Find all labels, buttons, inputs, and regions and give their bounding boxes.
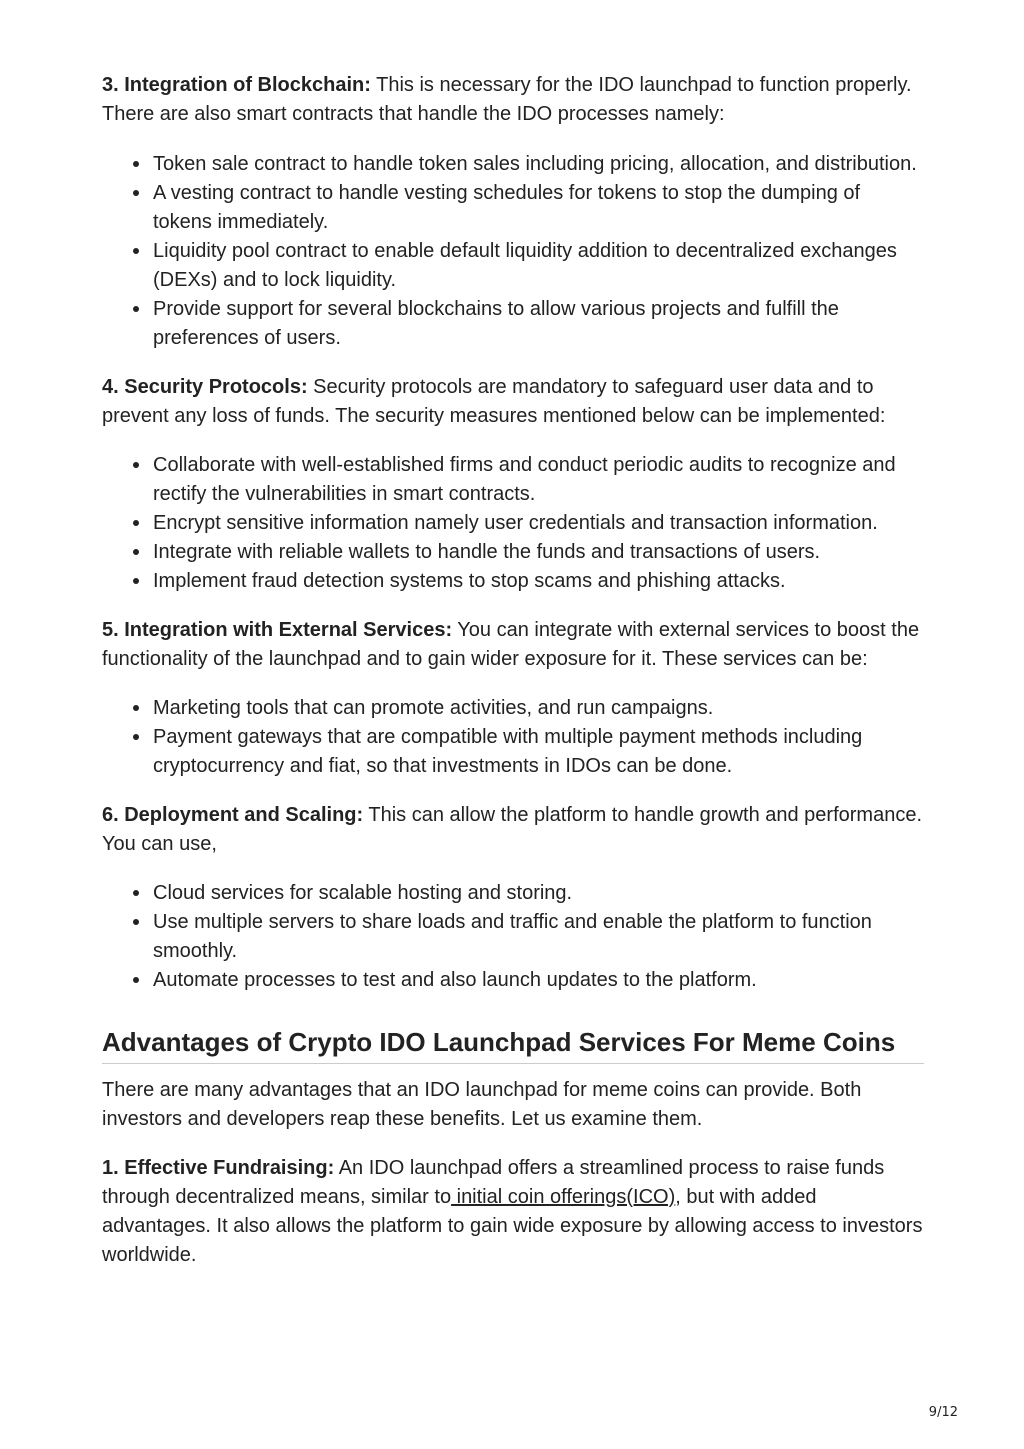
security-intro: Security protocols are mandatory to safeguard user data and to prevent any loss of funds. The security measures mentioned below can be implemented: xyxy=(102,376,886,427)
bullet-icon xyxy=(133,890,139,896)
bullet-icon xyxy=(133,705,139,711)
external-intro: You can integrate with external services to boost the functionality of the launchpad and to gain wider exposure for it. These services can be: xyxy=(102,619,920,670)
security-paragraph xyxy=(102,373,924,431)
bullet-icon xyxy=(133,161,139,167)
list-item: A vesting contract to handle vesting schedules for tokens to stop the dumping of tokens immediately. xyxy=(153,179,924,237)
external-heading: 5. Integration with External Services: xyxy=(102,619,453,641)
blockchain-paragraph xyxy=(102,71,924,129)
list-item: Integrate with reliable wallets to handle the funds and transactions of users. xyxy=(153,538,924,567)
document-page xyxy=(102,71,924,1290)
deployment-intro: This can allow the platform to handle growth and performance. You can use, xyxy=(102,804,922,855)
bullet-icon xyxy=(133,190,139,196)
list-item: Cloud services for scalable hosting and storing. xyxy=(153,879,924,908)
list-item: Payment gateways that are compatible with multiple payment methods including cryptocurrency and fiat, so that investments in IDOs can be done. xyxy=(153,723,924,781)
bullet-icon xyxy=(133,248,139,254)
external-list xyxy=(102,694,924,781)
blockchain-intro: This is necessary for the IDO launchpad to function properly. There are also smart contracts that handle the IDO processes namely: xyxy=(102,74,912,125)
list-item: Token sale contract to handle token sales including pricing, allocation, and distribution. xyxy=(153,150,924,179)
bullet-icon xyxy=(133,578,139,584)
fundraising-paragraph xyxy=(102,1154,924,1270)
ico-link[interactable]: initial coin offerings(ICO) xyxy=(451,1186,676,1208)
advantages-intro: There are many advantages that an IDO launchpad for meme coins can provide. Both investors and developers reap these benefits. Let us examine them. xyxy=(102,1079,862,1130)
deployment-paragraph xyxy=(102,801,924,859)
list-item: Collaborate with well-established firms and conduct periodic audits to recognize and rectify the vulnerabilities in smart contracts. xyxy=(153,451,924,509)
advantages-title: Advantages of Crypto IDO Launchpad Services For Meme Coins xyxy=(102,1025,924,1064)
deployment-heading: 6. Deployment and Scaling: xyxy=(102,804,364,826)
list-item: Implement fraud detection systems to stop scams and phishing attacks. xyxy=(153,567,924,596)
external-paragraph xyxy=(102,616,924,674)
security-heading: 4. Security Protocols: xyxy=(102,376,308,398)
list-item: Encrypt sensitive information namely user credentials and transaction information. xyxy=(153,509,924,538)
page-number: 9/12 xyxy=(928,1405,958,1420)
bullet-icon xyxy=(133,462,139,468)
bullet-icon xyxy=(133,520,139,526)
bullet-icon xyxy=(133,306,139,312)
security-list xyxy=(102,451,924,596)
bullet-icon xyxy=(133,977,139,983)
fundraising-text-before-link: An IDO launchpad offers a streamlined process to raise funds through decentralized means, similar to xyxy=(102,1157,885,1208)
list-item: Marketing tools that can promote activities, and run campaigns. xyxy=(153,694,924,723)
list-item: Liquidity pool contract to enable default liquidity addition to decentralized exchanges (DEXs) and to lock liquidity. xyxy=(153,237,924,295)
blockchain-heading: 3. Integration of Blockchain: xyxy=(102,74,371,96)
fundraising-heading: 1. Effective Fundraising: xyxy=(102,1157,335,1179)
list-item: Use multiple servers to share loads and traffic and enable the platform to function smoothly. xyxy=(153,908,924,966)
bullet-icon xyxy=(133,919,139,925)
deployment-list xyxy=(102,879,924,995)
bullet-icon xyxy=(133,549,139,555)
bullet-icon xyxy=(133,734,139,740)
list-item: Provide support for several blockchains to allow various projects and fulfill the preferences of users. xyxy=(153,295,924,353)
list-item: Automate processes to test and also launch updates to the platform. xyxy=(153,966,924,995)
blockchain-list xyxy=(102,150,924,353)
fundraising-text-after-link: , but with added advantages. It also allows the platform to gain wide exposure by allowing access to investors worldwide. xyxy=(102,1186,923,1266)
